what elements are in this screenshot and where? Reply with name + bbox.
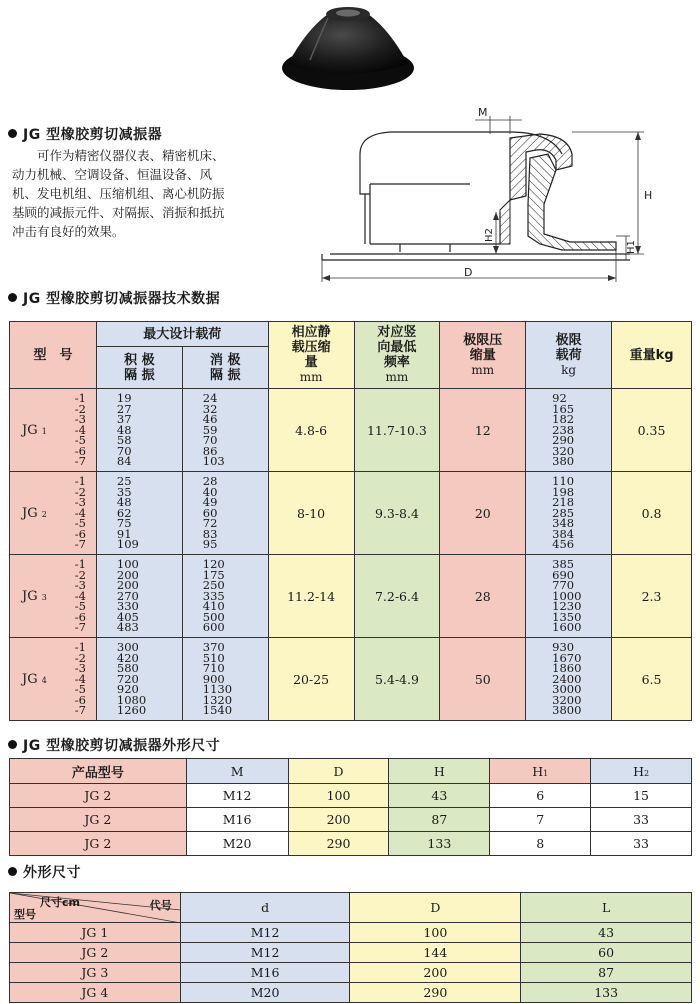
header-active: 积 极 隔 振 <box>96 347 182 389</box>
bullet-icon <box>8 740 17 749</box>
passive-cell: 370 510 710 900 1130 1320 1540 <box>182 638 268 721</box>
header-max-load: 最大设计载荷 <box>96 322 268 347</box>
limit-load-cell: 385 690 770 1000 1230 1350 1600 <box>526 555 612 638</box>
header-limit-compression: 极限压 缩量 mm <box>440 322 526 389</box>
technical-drawing <box>300 104 690 294</box>
dims-model-cell: JG 2 <box>10 832 187 856</box>
deflection-cell: 4.8-6 <box>268 389 354 472</box>
outline-d-big-cell: 100 <box>350 923 521 943</box>
dims-row <box>10 808 692 832</box>
dims-model-cell: JG 2 <box>10 808 187 832</box>
weight-cell: 6.5 <box>612 638 692 721</box>
limit-load-cell: 110 198 218 285 348 384 456 <box>526 472 612 555</box>
dims-title: JG 型橡胶剪切减振器外形尺寸 <box>8 735 220 755</box>
frequency-cell: 5.4-4.9 <box>354 638 440 721</box>
outline-d-small-cell: M12 <box>180 943 350 963</box>
header-frequency: 对应竖 向最低 频率 mm <box>354 322 440 389</box>
tech-row <box>10 472 692 555</box>
dims-h2-cell: 33 <box>591 832 692 856</box>
dims-header-d: D <box>288 759 389 784</box>
outline-d-big-cell: 144 <box>350 943 521 963</box>
dims-h-cell: 43 <box>389 784 490 808</box>
dims-h1-cell: 7 <box>490 808 591 832</box>
header-model: 型 号 <box>10 322 97 389</box>
weight-cell: 0.35 <box>612 389 692 472</box>
outline-l-cell: 43 <box>521 923 692 943</box>
corner-model: 型号 <box>14 908 36 921</box>
header-weight: 重量kg <box>612 322 692 389</box>
dims-header-h1: H1 <box>490 759 591 784</box>
limit-compression-cell: 12 <box>440 389 526 472</box>
intro-title: JG 型橡胶剪切减振器 <box>8 124 162 144</box>
dims-h-cell: 87 <box>389 808 490 832</box>
dims-h-cell: 133 <box>389 832 490 856</box>
label-m: M <box>478 106 488 119</box>
outline-row <box>10 963 692 983</box>
outline-l-cell: 87 <box>521 963 692 983</box>
label-d: D <box>464 266 473 279</box>
intro-description: 可作为精密仪器仪表、精密机床、动力机械、空调设备、恒温设备、风机、发电机组、压缩机组、离心机防振基顾的减振元件、对隔振、消振和抵抗冲击有良好的效果。 <box>12 148 225 239</box>
dims-d-cell: 290 <box>288 832 389 856</box>
model-cell: JG 4 -1 -2 -3 -4 -5 -6 -7 <box>10 638 97 721</box>
deflection-cell: 20-25 <box>268 638 354 721</box>
limit-load-cell: 930 1670 1860 2400 3000 3200 3800 <box>526 638 612 721</box>
dims-header-h: H <box>389 759 490 784</box>
outline-model-cell: JG 3 <box>10 963 181 983</box>
deflection-cell: 11.2-14 <box>268 555 354 638</box>
outline-row <box>10 943 692 963</box>
outline-d-big-cell: 200 <box>350 963 521 983</box>
outline-header-d-small: d <box>180 893 350 923</box>
outline-table <box>9 892 692 1003</box>
limit-load-cell: 92 165 182 238 290 320 380 <box>526 389 612 472</box>
dims-d-cell: 100 <box>288 784 389 808</box>
corner-code: 代号 <box>149 899 172 912</box>
tech-row <box>10 638 692 721</box>
label-h1: H1 <box>626 240 637 254</box>
header-limit-load: 极限 载荷 kg <box>526 322 612 389</box>
outline-d-small-cell: M20 <box>180 983 350 1003</box>
outline-row <box>10 983 692 1003</box>
bullet-icon <box>8 129 17 138</box>
dims-d-cell: 200 <box>288 808 389 832</box>
outline-model-cell: JG 4 <box>10 983 181 1003</box>
dims-table <box>9 758 692 856</box>
dims-m-cell: M20 <box>186 832 288 856</box>
dims-h2-cell: 33 <box>591 808 692 832</box>
dims-m-cell: M12 <box>186 784 288 808</box>
weight-cell: 0.8 <box>612 472 692 555</box>
dims-header-model: 产品型号 <box>10 759 187 784</box>
dims-header-m: M <box>186 759 288 784</box>
outline-l-cell: 133 <box>521 983 692 1003</box>
frequency-cell: 7.2-6.4 <box>354 555 440 638</box>
active-cell: 300 420 580 720 920 1080 1260 <box>96 638 182 721</box>
passive-cell: 120 175 250 335 410 500 600 <box>182 555 268 638</box>
bullet-icon <box>8 867 17 876</box>
tech-title: JG 型橡胶剪切减振器技术数据 <box>8 288 220 308</box>
frequency-cell: 11.7-10.3 <box>354 389 440 472</box>
deflection-cell: 8-10 <box>268 472 354 555</box>
bullet-icon <box>8 293 17 302</box>
outline-d-small-cell: M12 <box>180 923 350 943</box>
model-cell: JG 2 -1 -2 -3 -4 -5 -6 -7 <box>10 472 97 555</box>
outline-header-l: L <box>521 893 692 923</box>
outline-header-d-big: D <box>350 893 521 923</box>
label-h: H <box>644 189 653 202</box>
active-cell: 19 27 37 48 58 70 84 <box>96 389 182 472</box>
outline-d-small-cell: M16 <box>180 963 350 983</box>
dims-h1-cell: 8 <box>490 832 591 856</box>
product-photo <box>268 0 428 100</box>
dims-h1-cell: 6 <box>490 784 591 808</box>
header-passive: 消 极 隔 振 <box>182 347 268 389</box>
passive-cell: 28 40 49 60 72 83 95 <box>182 472 268 555</box>
frequency-cell: 9.3-8.4 <box>354 472 440 555</box>
weight-cell: 2.3 <box>612 555 692 638</box>
dims-m-cell: M16 <box>186 808 288 832</box>
label-h2: H2 <box>484 228 495 242</box>
active-cell: 100 200 200 270 330 405 483 <box>96 555 182 638</box>
model-cell: JG 1 -1 -2 -3 -4 -5 -6 -7 <box>10 389 97 472</box>
passive-cell: 24 32 46 59 70 86 103 <box>182 389 268 472</box>
corner-size: 尺寸cm <box>40 896 80 909</box>
tech-table <box>9 321 692 721</box>
outline-row <box>10 923 692 943</box>
outline-l-cell: 60 <box>521 943 692 963</box>
dims-row <box>10 832 692 856</box>
model-cell: JG 3 -1 -2 -3 -4 -5 -6 -7 <box>10 555 97 638</box>
dims-model-cell: JG 2 <box>10 784 187 808</box>
outline-title: 外形尺寸 <box>8 862 81 882</box>
outline-header-corner <box>10 893 181 923</box>
active-cell: 25 35 48 62 75 91 109 <box>96 472 182 555</box>
dims-h2-cell: 15 <box>591 784 692 808</box>
dims-header-h2: H2 <box>591 759 692 784</box>
outline-d-big-cell: 290 <box>350 983 521 1003</box>
limit-compression-cell: 20 <box>440 472 526 555</box>
limit-compression-cell: 50 <box>440 638 526 721</box>
header-deflection: 相应静 载压缩 量 mm <box>268 322 354 389</box>
outline-model-cell: JG 2 <box>10 943 181 963</box>
dims-row <box>10 784 692 808</box>
tech-row <box>10 555 692 638</box>
limit-compression-cell: 28 <box>440 555 526 638</box>
outline-model-cell: JG 1 <box>10 923 181 943</box>
tech-row <box>10 389 692 472</box>
